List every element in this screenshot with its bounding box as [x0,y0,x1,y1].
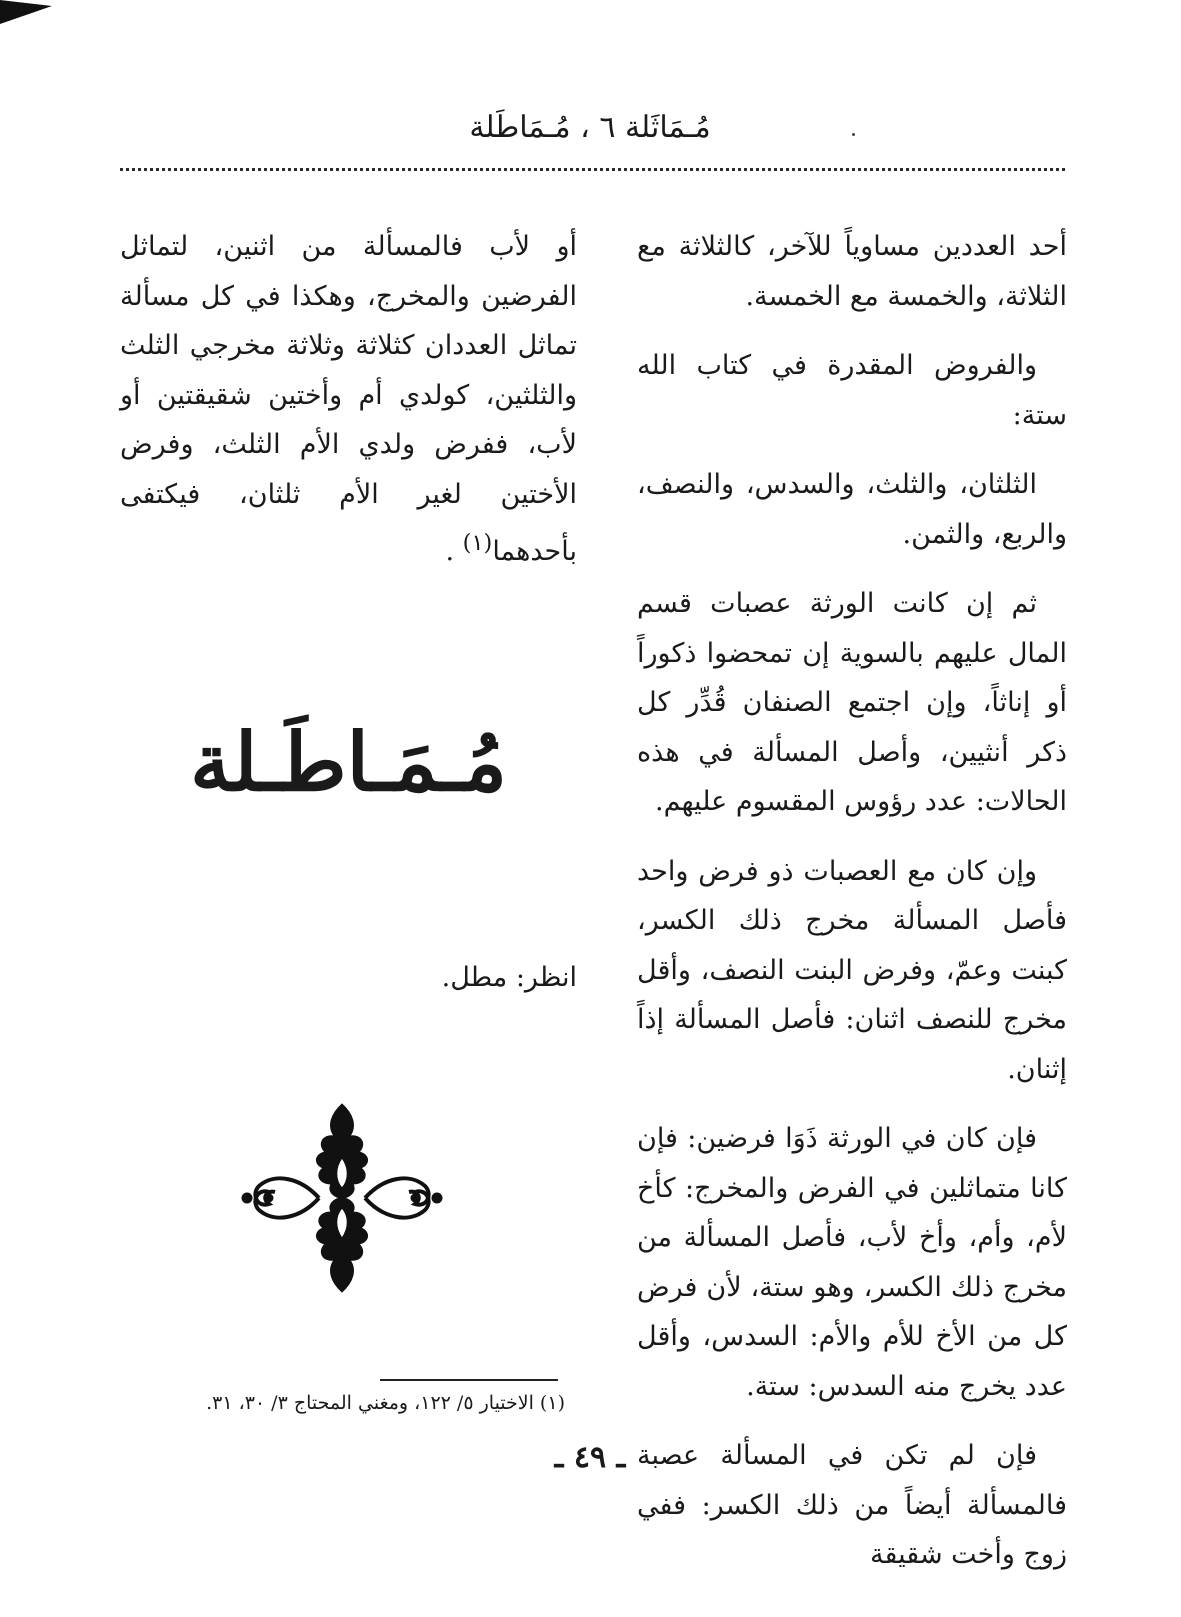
header-speck [852,133,855,136]
running-head: مُـمَاثَلة ٦ ، مُـمَاطَلة [469,110,711,145]
paragraph [120,222,577,577]
entry-heading: مُـمَـاطَـلة [190,715,507,809]
page-number: ـ ٤٩ ـ [554,1440,626,1475]
footnote-rule [380,1379,558,1381]
paragraph: ثم إن كانت الورثة عصبات قسم المال عليهم بالسوية إن تمحضوا ذكوراً أو إناثاً، وإن اجتمع الصنفان قُدِّر كل ذكر أنثيين، وأصل المسألة في هذه الحالات: عدد رؤوس المقسوم عليهم. [637,588,1067,817]
paragraph-text: أو لأب فالمسألة من اثنين، لتماثل الفرضين والمخرج، وهكذا في كل مسألة تماثل العددان كثلاثة وثلاثة مخرجي الثلث والثلثين، كولدي أم وأختين شقيقتين أو لأب، ففرض ولدي الأم الثلث، وفرض الأختين لغير الأم ثلثان، فيكتفى بأحدهما [120,231,577,567]
paragraph-end: . [445,536,455,567]
header-dotted-rule [120,168,1065,171]
left-column [120,222,577,597]
footnote-marker: (١) [462,530,493,556]
right-column [637,222,1067,1600]
arabesque-ornament-icon [239,1098,445,1298]
paragraph: وإن كان مع العصبات ذو فرض واحد فأصل المسألة مخرج ذلك الكسر، كبنت وعمّ، وفرض البنت النصف، وأقل مخرج للنصف اثنان: فأصل المسألة إذاً إثنان. [637,855,1067,1085]
paragraph: الثلثان، والثلث، والسدس، والنصف، والربع، والثمن. [637,469,1067,550]
paragraph: فإن كان في الورثة ذَوَا فرضين: فإن كانا متماثلين في الفرض والمخرج: كأخ لأم، وأم، وأخ لأب، فأصل المسألة من مخرج ذلك الكسر، وهو ستة، لأن فرض كل من الأخ للأم والأم: السدس، وأقل عدد يخرج منه السدس: ستة. [637,1123,1067,1402]
paragraph: والفروض المقدرة في كتاب الله ستة: [637,350,1067,431]
cross-reference: انظر: مطل. [441,962,577,993]
paragraph: أحد العددين مساوياً للآخر، كالثلاثة مع الثلاثة، والخمسة مع الخمسة. [637,231,1067,312]
paragraph: فإن لم تكن في المسألة عصبة فالمسألة أيضاً من ذلك الكسر: ففي زوج وأخت شقيقة [637,1440,1067,1570]
scan-corner-mark [0,0,52,28]
footnote: (١) الاختيار ٥/ ١٢٢، ومغني المحتاج ٣/ ٣٠، ٣١. [206,1392,565,1414]
